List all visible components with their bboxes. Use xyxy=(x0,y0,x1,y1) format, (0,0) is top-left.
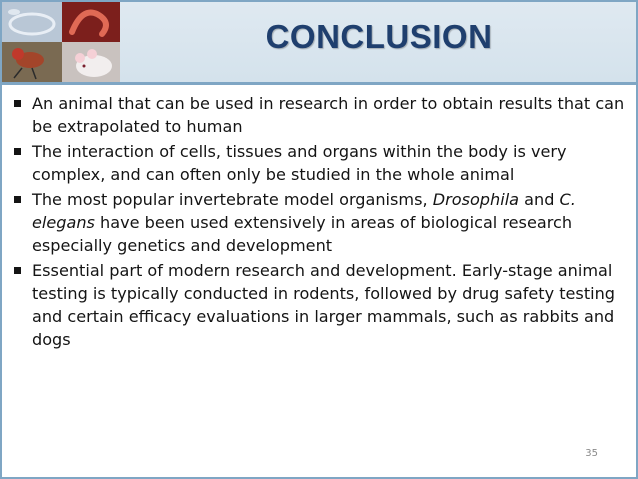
bullet-list xyxy=(12,92,627,351)
bullet-text: have been used extensively in areas of biological research especially genetics and development xyxy=(32,213,573,255)
bullet-text: The most popular invertebrate model organisms, xyxy=(32,190,433,209)
bullet-item xyxy=(12,92,627,138)
bullet-text-italic: Drosophila xyxy=(432,190,520,209)
bullet-text: Essential part of modern research and development. Early-stage animal testing is typically conducted in rodents, followed by drug safety testing and certain efficacy evaluations in larger mammals, such as rabbits and dogs xyxy=(32,261,616,349)
bullet-square-icon xyxy=(14,148,21,155)
bullet-text: An animal that can be used in research in order to obtain results that can be extrapolated to human xyxy=(32,94,625,136)
bullet-text-italic: C. elegans xyxy=(32,190,576,232)
bullet-square-icon xyxy=(14,100,21,107)
bullet-item xyxy=(12,140,627,186)
bullet-text: The interaction of cells, tissues and organs within the body is very complex, and can often only be studied in the whole animal xyxy=(32,142,567,184)
bullet-square-icon xyxy=(14,267,21,274)
page-number: 35 xyxy=(585,448,598,459)
title-bar xyxy=(2,2,636,82)
bullet-square-icon xyxy=(14,196,21,203)
bullet-item xyxy=(12,259,627,351)
title-divider xyxy=(2,82,636,85)
model-organisms-collage-image xyxy=(2,2,120,82)
bullet-text: and xyxy=(519,190,560,209)
slide-content xyxy=(12,92,627,353)
slide-title: CONCLUSION xyxy=(265,18,493,55)
bullet-item xyxy=(12,188,627,257)
